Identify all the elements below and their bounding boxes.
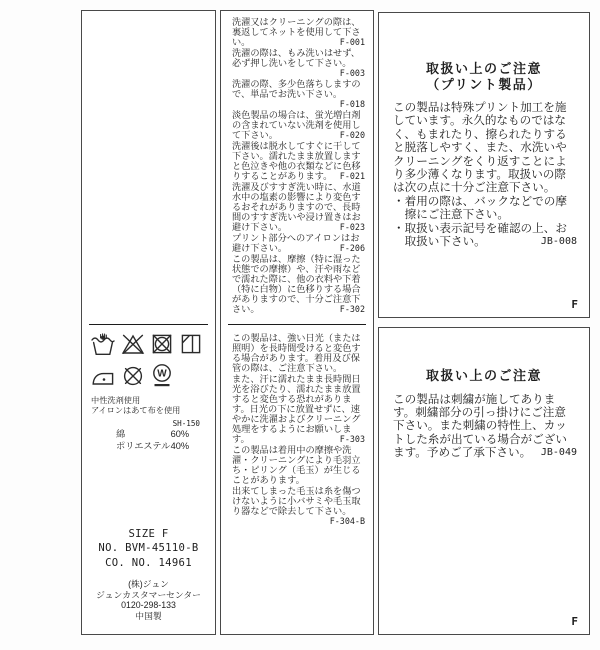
wet-clean-w-icon bbox=[150, 363, 174, 388]
embroidery-notice-panel bbox=[378, 327, 590, 635]
care-label-left-panel bbox=[81, 10, 216, 635]
care-code: F-302 bbox=[339, 304, 365, 314]
care-paragraph: 洗濯後は脱水してすぐに干して下さい。濡れたまま放置しますと色泣きや他の衣類などに色移りすることがあります。 F-021 bbox=[232, 141, 365, 181]
care-code: F-001 bbox=[339, 37, 365, 47]
material-name: ポリエステル bbox=[116, 441, 171, 452]
notice-paragraph: この製品は刺繍が施してあります。刺繍部分の引っ掛けにご注意下さい。また刺繍の特性上、カットした糸が出ている場合がございます。予めご了承下さい。 JB-049 bbox=[393, 392, 577, 460]
company-name: (株)ジュン bbox=[128, 578, 169, 589]
company-info bbox=[82, 579, 215, 621]
notice-code: JB-008 bbox=[540, 236, 577, 248]
no-dry-clean-icon bbox=[121, 364, 145, 388]
care-paragraph: 淡色製品の場合は、蛍光増白剤の含まれていない洗剤を使用して下さい。 F-020 bbox=[232, 110, 365, 140]
care-symbols-row-1 bbox=[90, 332, 215, 356]
care-code: F-023 bbox=[339, 222, 365, 232]
care-paragraph: 出来てしまった毛玉は糸を傷つけないように小バサミや毛玉取り器などで除去して下さい。 F-304-B bbox=[232, 486, 365, 526]
care-paragraph: プリント部分へのアイロンはお避け下さい。 F-206 bbox=[232, 233, 365, 253]
care-paragraph: 洗濯の際、多少色落ちしますので、単品でお洗い下さい。 F-018 bbox=[232, 79, 365, 109]
item-number: NO. BVM-45110-B bbox=[98, 541, 199, 554]
care-code: F-020 bbox=[339, 130, 365, 140]
no-bleach-icon bbox=[121, 332, 145, 356]
fabric-code: SH-150 bbox=[172, 419, 200, 429]
color-change-section bbox=[221, 325, 373, 526]
care-code: F-303 bbox=[339, 434, 365, 444]
material-percent: 40% bbox=[170, 441, 189, 452]
material-percent: 60% bbox=[170, 429, 189, 440]
print-product-notice-panel bbox=[378, 12, 590, 318]
panel-footer-mark: F bbox=[571, 615, 578, 628]
care-paragraph: また、汗に濡れたまま長時間日光を浴びたり、濡れたまま放置すると変色する恐れがあります。日光の下に放置せずに、速やかに洗濯およびクリーニング処理をするようにお願いします。 F-303 bbox=[232, 374, 365, 444]
note-line: アイロンはあて布を使用 bbox=[91, 406, 181, 416]
care-paragraph: 洗濯又はクリーニングの際は、裏返してネットを使用して下さい。 F-001 bbox=[232, 17, 365, 47]
care-code: F-021 bbox=[339, 171, 365, 181]
composition-row bbox=[116, 441, 189, 452]
hand-wash-icon bbox=[90, 332, 116, 356]
notice-title: 取扱い上のご注意 （プリント製品） bbox=[425, 61, 542, 92]
notice-bullet: ・着用の際は、バックなどでの摩擦にご注意下さい。 bbox=[393, 194, 567, 222]
material-name: 綿 bbox=[116, 429, 126, 440]
no-tumble-dry-icon bbox=[150, 332, 174, 356]
care-symbols-row-2 bbox=[90, 363, 215, 388]
note-line: 中性洗剤使用 bbox=[91, 396, 141, 405]
notice-bullet: ・取扱い表示記号を確認の上、お取扱い下さい。 JB-008 bbox=[393, 221, 577, 249]
care-code: F-003 bbox=[339, 68, 365, 78]
notice-paragraph: この製品は特殊プリント加工を施しています。永久的なものではなく、もまれたり、擦られたりすると脱落しやすく、また、水洗いやクリーニングをくり返すことにより多少薄くなります。取扱いの際は次の点に十分ご注意下さい。 bbox=[393, 101, 567, 195]
shade-line-dry-icon bbox=[179, 332, 203, 356]
phone-number: 0120-298-133 bbox=[121, 600, 176, 611]
country-of-origin: 中国製 bbox=[135, 610, 162, 621]
size-info-block bbox=[82, 528, 215, 571]
care-code: F-206 bbox=[339, 243, 365, 253]
care-paragraph: この製品は、強い日光（または照明）を長時間受けると変色する場合があります。着用及び保管の際は、ご注意下さい。 bbox=[232, 333, 361, 373]
co-number: CO. NO. 14961 bbox=[105, 557, 192, 570]
notice-code: JB-049 bbox=[540, 447, 577, 459]
left-blank-area bbox=[82, 11, 215, 324]
composition-row bbox=[116, 429, 189, 440]
iron-low-icon bbox=[90, 365, 116, 388]
care-code: F-304-B bbox=[329, 516, 365, 526]
care-notes bbox=[91, 396, 215, 416]
wash-instructions-section bbox=[221, 11, 373, 324]
notice-body bbox=[393, 101, 577, 248]
care-instructions-panel bbox=[220, 10, 374, 635]
notice-title: 取扱い上のご注意 bbox=[425, 368, 542, 383]
customer-center: ジュンカスタマーセンター bbox=[96, 589, 201, 600]
left-panel-divider bbox=[89, 324, 208, 325]
care-paragraph: この製品は、摩擦（特に湿った状態での摩擦）や、汗や雨などで濡れた際に、他の衣料や下着（特に白物）に色移りする場合がありますので、十分ご注意下さい。 F-302 bbox=[232, 254, 365, 314]
panel-footer-mark: F bbox=[571, 298, 578, 311]
svg-text:W: W bbox=[157, 368, 167, 380]
care-paragraph: 洗濯及びすすぎ洗い時に、水道水中の塩素の影響により変色するおそれがありますので、長時間のすすぎ洗いや浸け置きはお避け下さい。 F-023 bbox=[232, 182, 365, 232]
size-label: SIZE F bbox=[128, 528, 169, 541]
notice-body bbox=[393, 393, 577, 460]
care-paragraph: この製品は着用中の摩擦や洗濯・クリーニングにより毛羽立ち・ピリング（毛玉）が生じることがあります。 bbox=[232, 445, 361, 485]
care-code: F-018 bbox=[339, 99, 365, 109]
care-paragraph: 洗濯の際は、もみ洗いはせず、必ず押し洗いをして下さい。 F-003 bbox=[232, 48, 365, 78]
